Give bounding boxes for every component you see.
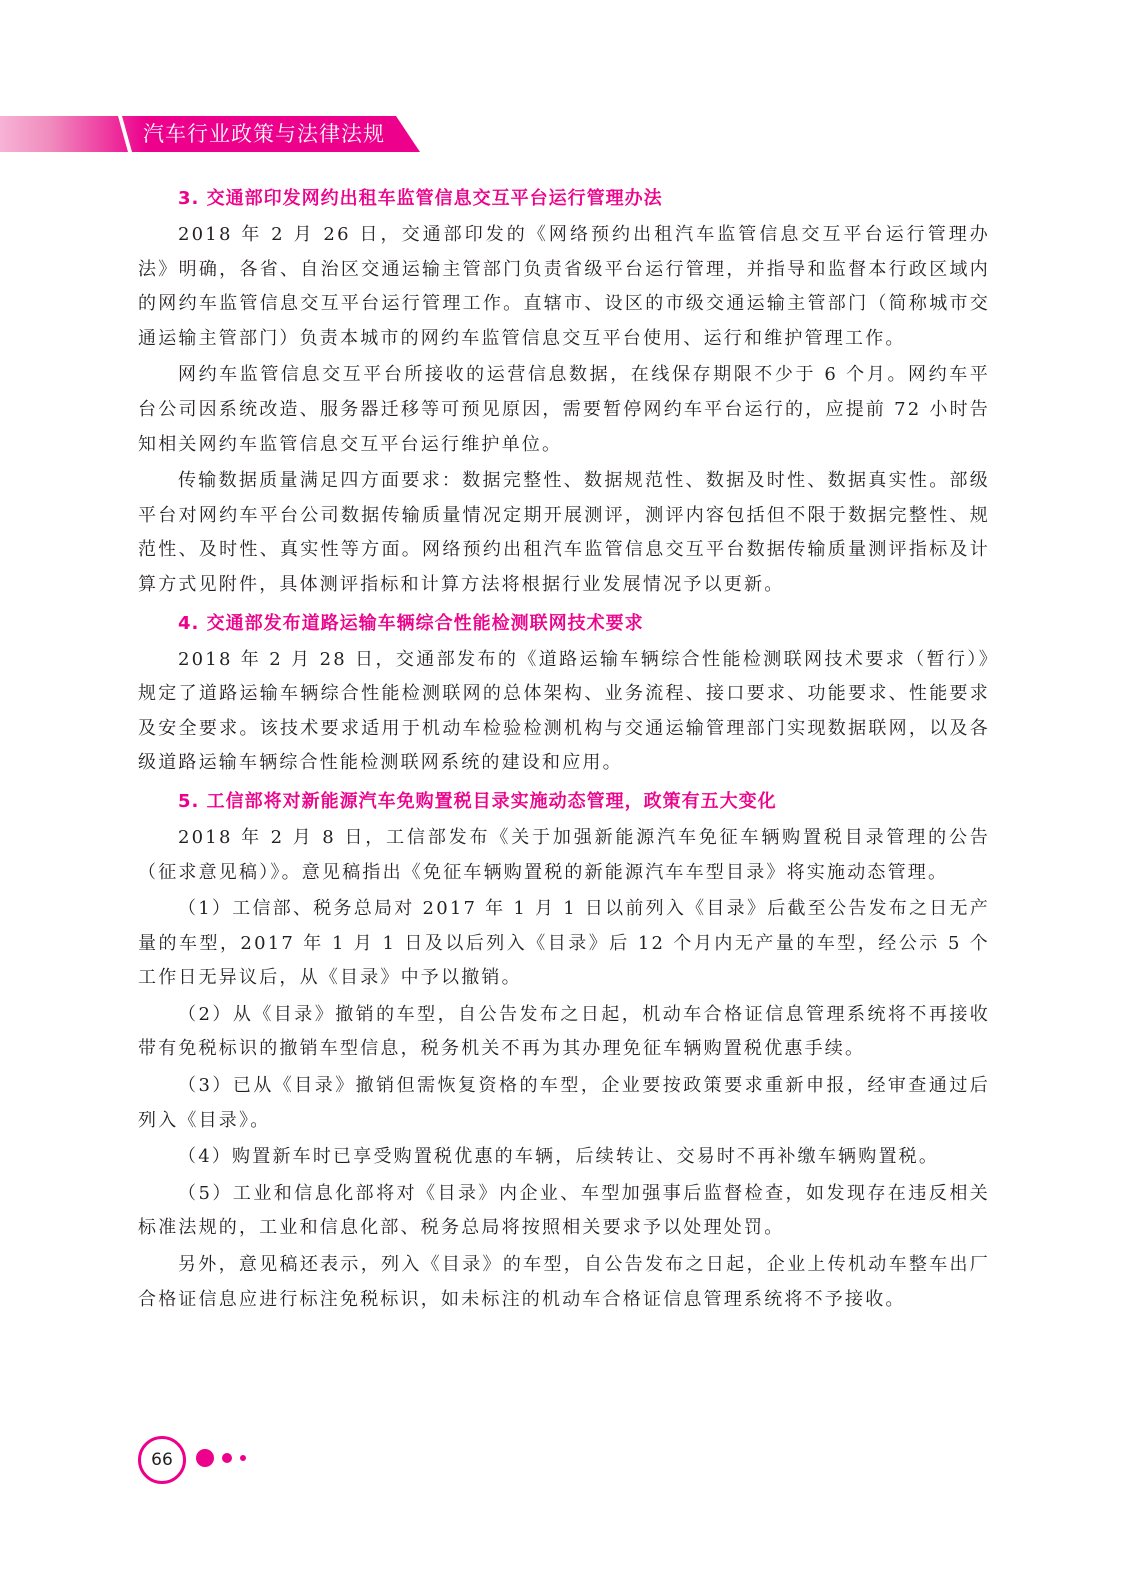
page-number: 66	[138, 1436, 186, 1484]
list-item-5: （5）工业和信息化部将对《目录》内企业、车型加强事后监督检查，如发现存在违反相关标准法规的，工业和信息化部、税务总局将按照相关要求予以处理处罚。	[138, 1182, 990, 1239]
paragraph: 网约车监管信息交互平台所接收的运营信息数据，在线保存期限不少于 6 个月。网约车平台公司因系统改造、服务器迁移等可预见原因，需要暂停网约车平台运行的，应提前 72 小时告知相关网约车监管信息交互平台运行维护单位。	[138, 364, 990, 455]
list-item-4: （4）购置新车时已享受购置税优惠的车辆，后续转让、交易时不再补缴车辆购置税。	[178, 1146, 940, 1168]
footer-dot-decoration	[240, 1455, 246, 1461]
paragraph: 2018 年 2 月 8 日，工信部发布《关于加强新能源汽车免征车辆购置税目录管理的公告（征求意见稿）》。意见稿指出《免征车辆购置税的新能源汽车车型目录》将实施动态管理。	[138, 826, 990, 883]
paragraph: 另外，意见稿还表示，列入《目录》的车型，自公告发布之日起，企业上传机动车整车出厂合格证信息应进行标注免税标识，如未标注的机动车合格证信息管理系统将不予接收。	[138, 1254, 990, 1310]
paragraph: 2018 年 2 月 28 日，交通部发布的《道路运输车辆综合性能检测联网技术要求（暂行）》规定了道路运输车辆综合性能检测联网的总体架构、业务流程、接口要求、功能要求、性能要求及安全要求。该技术要求适用于机动车检验检测机构与交通运输管理部门实现数据联网，以及各级道路运输车辆综合性能检测联网系统的建设和应用。	[138, 648, 990, 774]
paragraph: 传输数据质量满足四方面要求：数据完整性、数据规范性、数据及时性、数据真实性。部级平台对网约车平台公司数据传输质量情况定期开展测评，测评内容包括但不限于数据完整性、规范性、及时性、真实性等方面。网络预约出租汽车监管信息交互平台数据传输质量测评指标及计算方式见附件，具体测评指标和计算方法将根据行业发展情况予以更新。	[138, 470, 990, 595]
section-heading-5: 5. 工信部将对新能源汽车免购置税目录实施动态管理，政策有五大变化	[178, 790, 777, 812]
running-header-title: 汽车行业政策与法律法规	[143, 122, 385, 146]
list-item-2: （2）从《目录》撤销的车型，自公告发布之日起，机动车合格证信息管理系统将不再接收带有免税标识的撤销车型信息，税务机关不再为其办理免征车辆购置税优惠手续。	[138, 1003, 990, 1060]
list-item-1: （1）工信部、税务总局对 2017 年 1 月 1 日以前列入《目录》后截至公告发布之日无产量的车型，2017 年 1 月 1 日及以后列入《目录》后 12 个月内无产量的车型，经公示 5 个工作日无异议后，从《目录》中予以撤销。	[138, 898, 990, 989]
paragraph: 2018 年 2 月 26 日，交通部印发的《网络预约出租汽车监管信息交互平台运行管理办法》明确，各省、自治区交通运输主管部门负责省级平台运行管理，并指导和监督本行政区域内的网约车监管信息交互平台运行管理工作。直辖市、设区的市级交通运输主管部门（简称城市交通运输主管部门）负责本城市的网约车监管信息交互平台使用、运行和维护管理工作。	[138, 224, 990, 349]
footer-dot-decoration	[222, 1453, 232, 1463]
section-heading-3: 3. 交通部印发网约出租车监管信息交互平台运行管理办法	[178, 188, 663, 209]
list-item-3: （3）已从《目录》撤销但需恢复资格的车型，企业要按政策要求重新申报，经审查通过后列入《目录》。	[138, 1075, 990, 1131]
section-heading-4: 4. 交通部发布道路运输车辆综合性能检测联网技术要求	[178, 612, 644, 634]
footer-dot-decoration	[196, 1449, 214, 1467]
page-body	[138, 180, 990, 1319]
